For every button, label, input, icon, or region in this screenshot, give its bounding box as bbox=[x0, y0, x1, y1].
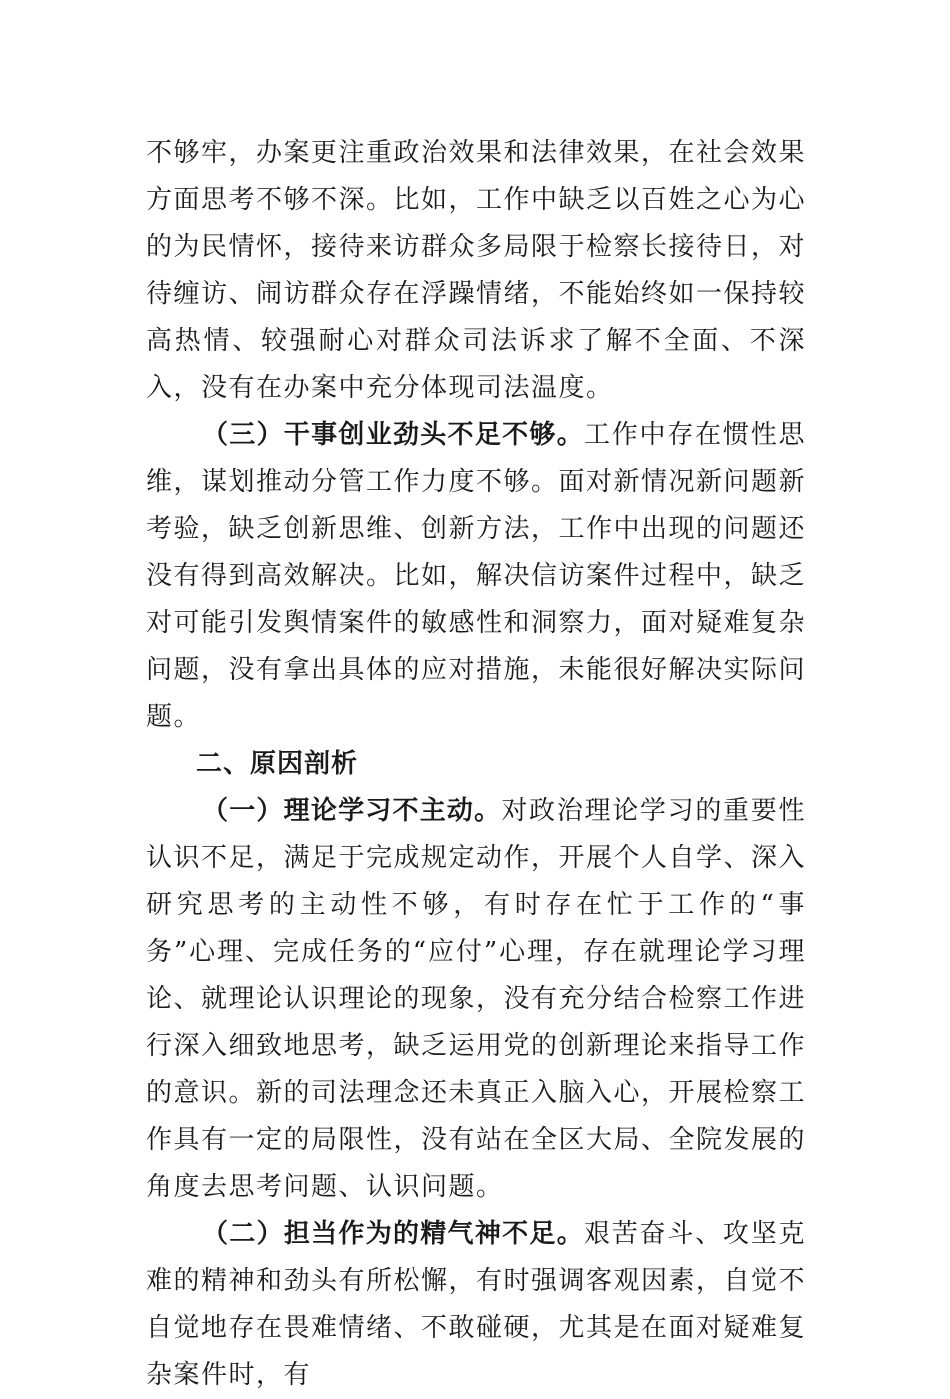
paragraph-text: 艰苦奋斗、攻坚克难的精神和劲头有所松懈，有时强调客观因素，自觉不自觉地存在畏难情绪、不敢碰硬，尤其是在面对疑难复杂案件时，有 bbox=[146, 1219, 807, 1390]
paragraph-text: 对政治理论学习的重要性认识不足，满足于完成规定动作，开展个人自学、深入研究思考的主动性不够，有时存在忙于工作的“事务”心理、完成任务的“应付”心理，存在就理论学习理论、就理论认识理论的现象，没有充分结合检察工作进行深入细致地思考，缺乏运用党的创新理论来指导工作的意识。新的司法理念还未真正入脑入心，开展检察工作具有一定的局限性，没有站在全区大局、全院发展的角度去思考问题、认识问题。 bbox=[146, 796, 807, 1202]
paragraph-cause-two bbox=[146, 1211, 806, 1399]
paragraph-continued bbox=[146, 130, 806, 412]
paragraph-section-three bbox=[146, 412, 806, 741]
paragraph-lead-heading: （三）干事创业劲头不足不够。 bbox=[202, 420, 584, 450]
document-body bbox=[146, 130, 806, 1399]
paragraph-lead-heading: （一）理论学习不主动。 bbox=[202, 796, 502, 826]
section-heading-cause-analysis: 二、原因剖析 bbox=[196, 749, 359, 779]
paragraph-text: 不够牢，办案更注重政治效果和法律效果，在社会效果方面思考不够不深。比如，工作中缺乏以百姓之心为心的为民情怀，接待来访群众多局限于检察长接待日，对待缠访、闹访群众存在浮躁情绪，不能始终如一保持较高热情、较强耐心对群众司法诉求了解不全面、不深入，没有在办案中充分体现司法温度。 bbox=[146, 138, 807, 403]
paragraph-lead-heading: （二）担当作为的精气神不足。 bbox=[202, 1219, 584, 1249]
paragraph-cause-one bbox=[146, 788, 806, 1211]
paragraph-text: 工作中存在惯性思维，谋划推动分管工作力度不够。面对新情况新问题新考验，缺乏创新思维、创新方法，工作中出现的问题还没有得到高效解决。比如，解决信访案件过程中，缺乏对可能引发舆情案件的敏感性和洞察力，面对疑难复杂问题，没有拿出具体的应对措施，未能很好解决实际问题。 bbox=[146, 420, 807, 732]
